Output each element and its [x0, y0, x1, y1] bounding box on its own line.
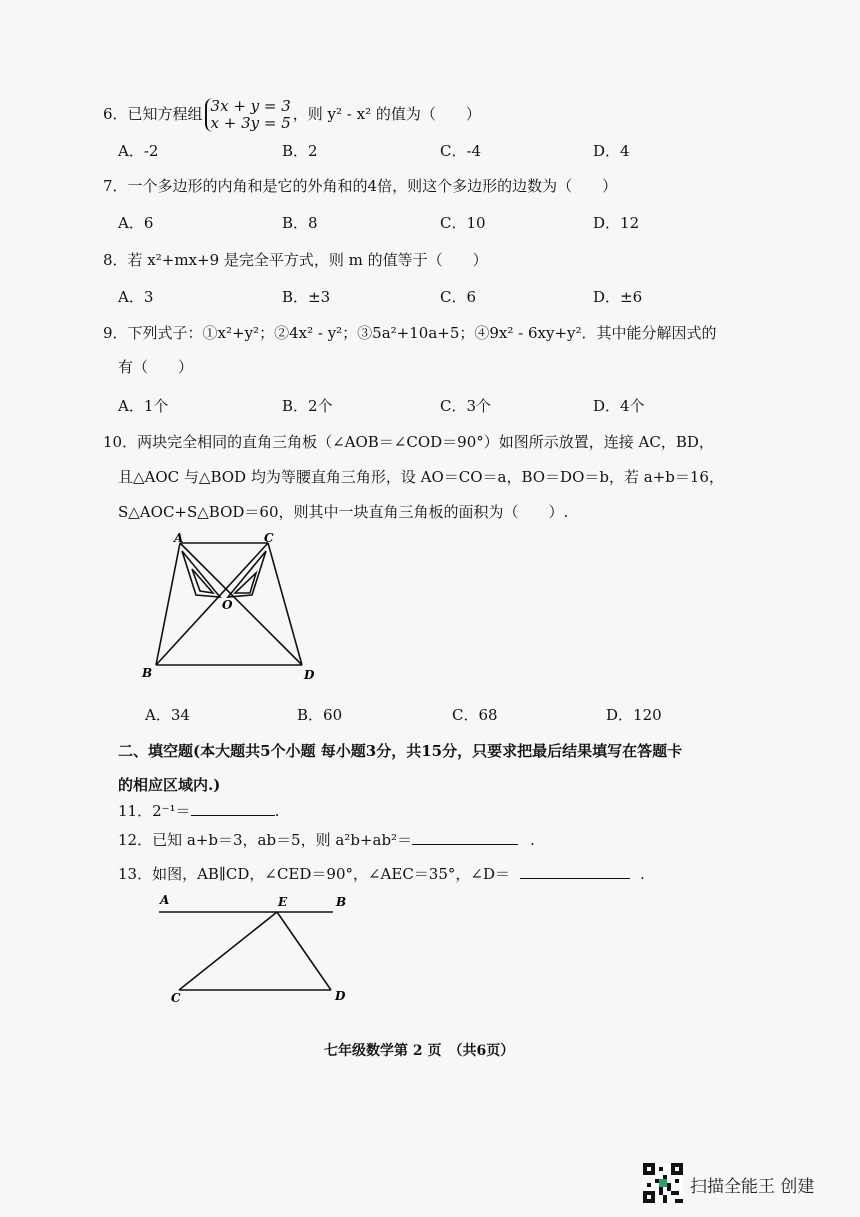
question-10-line2: 且△AOC 与△BOD 均为等腰直角三角形，设 AO＝CO＝a，BO＝DO＝b，若 a+b＝16，	[118, 468, 724, 486]
question-9-line2: 有（ ）	[118, 358, 194, 376]
q7-option-d: D．12	[593, 214, 640, 232]
q6-prefix: 6．已知方程组	[103, 105, 203, 123]
page-footer: 七年级数学第 2 页 （共6页）	[324, 1043, 515, 1059]
q9-option-c: C．3个	[440, 397, 492, 415]
q8-option-a: A．3	[118, 288, 154, 306]
q7-option-c: C．10	[440, 214, 486, 232]
question-6	[103, 98, 481, 132]
section-2-heading-cont: 的相应区域内.)	[118, 776, 221, 794]
q9-option-b: B．2个	[282, 397, 333, 415]
q8-option-c: C．6	[440, 288, 477, 306]
q10-label-b: B	[142, 666, 153, 680]
parallel-lines-figure-q13	[155, 890, 355, 1008]
q13-label-a: A	[160, 893, 170, 907]
q6-suffix: ，则 y² - x² 的值为（ ）	[292, 105, 481, 123]
q9-option-d: D．4个	[593, 397, 645, 415]
q6-option-c: C．-4	[440, 142, 482, 160]
triangle-figure-q10	[138, 533, 320, 683]
question-10-line3: S△AOC+S△BOD＝60，则其中一块直角三角板的面积为（ ）.	[118, 503, 569, 521]
q11-end: .	[274, 802, 280, 820]
q11-text: 11．2⁻¹＝	[118, 802, 191, 820]
q13-end: .	[640, 865, 645, 883]
q13-answer-blank	[520, 878, 630, 879]
equation-system	[205, 98, 291, 132]
q10-label-c: C	[264, 533, 274, 545]
q6-eq2: x + 3y = 5	[210, 114, 291, 132]
q8-option-b: B．±3	[282, 288, 331, 306]
q7-option-b: B．8	[282, 214, 318, 232]
q6-option-b: B．2	[282, 142, 318, 160]
scanner-brand-label: 扫描全能王 创建	[690, 1177, 815, 1197]
question-11	[118, 800, 279, 821]
question-7: 7．一个多边形的内角和是它的外角和的4倍，则这个多边形的边数为（ ）	[103, 177, 618, 195]
question-13	[118, 863, 645, 884]
q9-option-a: A．1个	[118, 397, 169, 415]
q6-option-d: D．4	[593, 142, 630, 160]
q10-label-d: D	[304, 668, 315, 682]
q13-label-d: D	[335, 989, 346, 1003]
qr-code-icon	[643, 1163, 683, 1203]
q12-answer-blank	[412, 844, 518, 845]
q13-label-b: B	[336, 895, 347, 909]
q7-option-a: A．6	[118, 214, 154, 232]
question-10-line1: 10．两块完全相同的直角三角板（∠AOB＝∠COD＝90°）如图所示放置，连接 AC，BD，	[103, 433, 714, 451]
q10-label-o: O	[222, 598, 233, 612]
q13-label-c: C	[171, 991, 181, 1005]
q13-label-e: E	[278, 895, 288, 909]
question-9-line1: 9．下列式子：①x²+y²；②4x² - y²；③5a²+10a+5；④9x² - 6xy+y²．其中能分解因式的	[103, 324, 717, 342]
q8-option-d: D．±6	[593, 288, 643, 306]
question-8: 8．若 x²+mx+9 是完全平方式，则 m 的值等于（ ）	[103, 251, 488, 269]
q12-end: .	[530, 831, 535, 849]
q11-answer-blank	[191, 815, 275, 816]
q10-option-d: D．120	[606, 706, 662, 724]
question-12	[118, 829, 535, 850]
q10-option-b: B．60	[297, 706, 343, 724]
q10-option-c: C．68	[452, 706, 498, 724]
q10-label-a: A	[174, 533, 184, 545]
q6-option-a: A．-2	[118, 142, 159, 160]
section-2-heading: 二、填空题(本大题共5个小题 每小题3分，共15分，只要求把最后结果填写在答题卡	[118, 742, 683, 760]
q12-text: 12．已知 a+b＝3，ab＝5，则 a²b+ab²＝	[118, 831, 413, 849]
q13-text: 13．如图，AB∥CD，∠CED＝90°，∠AEC＝35°，∠D＝	[118, 865, 510, 883]
q10-option-a: A．34	[145, 706, 190, 724]
q6-eq1: 3x + y = 3	[210, 97, 291, 115]
